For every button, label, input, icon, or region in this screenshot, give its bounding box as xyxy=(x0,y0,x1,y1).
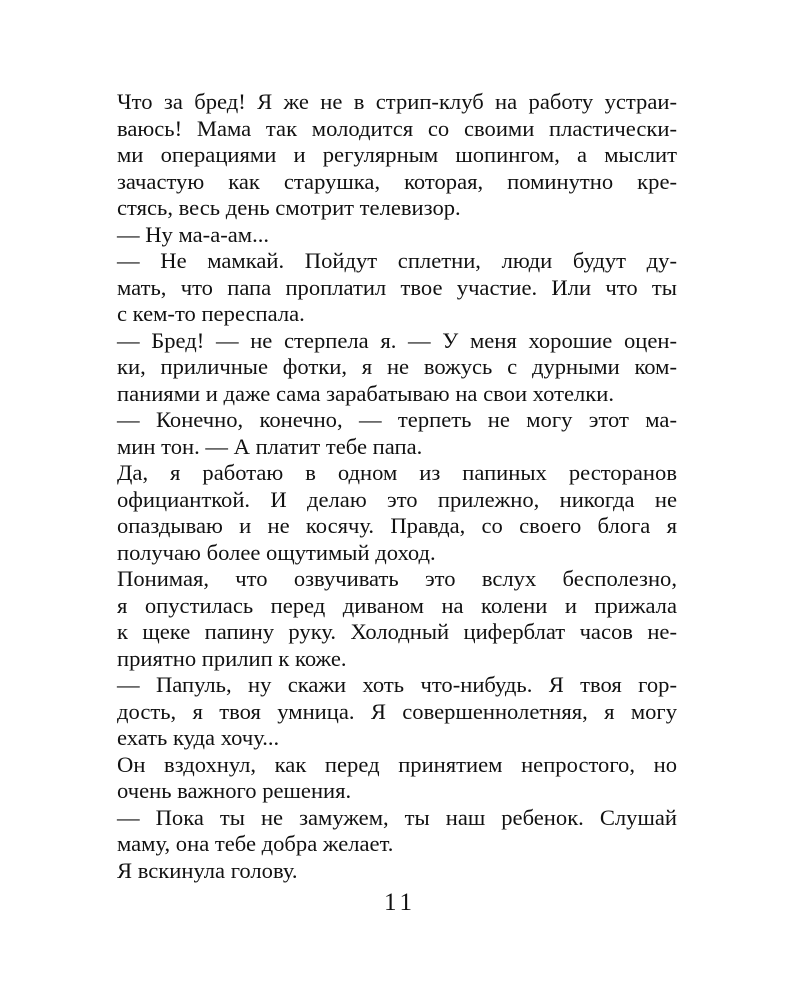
page-number: 11 xyxy=(383,889,417,916)
text-line: с кем-то переспала. xyxy=(117,301,305,326)
text-line: очень важного решения. xyxy=(117,778,352,803)
text-line: Я вскинула голову. xyxy=(117,857,298,883)
text-line: — Конечно, конечно, — терпеть не могу этот ма- xyxy=(117,407,677,432)
text-line: — Бред! — не стерпела я. — У меня хорошие оцен- xyxy=(117,327,677,353)
text-line: — Пока ты не замужем, ты наш ребенок. Слушай xyxy=(117,804,677,830)
text-line: — Ну ма-а-ам... xyxy=(117,221,270,247)
text-line: опаздываю и не косячу. Правда, со своего блога я xyxy=(117,513,677,538)
text-line: Он вздохнул, как перед принятием непростого, но xyxy=(117,751,677,777)
body-text xyxy=(117,89,677,884)
text-line: я опустилась перед диваном на колени и прижала xyxy=(117,592,677,618)
text-line: получаю более ощутимый доход. xyxy=(117,539,436,565)
text-line: стясь, весь день смотрит телевизор. xyxy=(117,195,461,220)
text-line: к щеке папину руку. Холодный циферблат часов не- xyxy=(117,619,677,644)
text-line: ки, приличные фотки, я не вожусь с дурными ком- xyxy=(117,354,677,379)
text-line: официанткой. И делаю это прилежно, никогда не xyxy=(117,486,677,512)
text-line: паниями и даже сама зарабатываю на свои хотелки. xyxy=(117,380,615,406)
text-line: маму, она тебе добра желает. xyxy=(117,831,394,856)
text-line: мать, что папа проплатил твое участие. Или что ты xyxy=(117,274,677,300)
text-line: ми операциями и регулярным шопингом, а мыслит xyxy=(117,142,677,167)
text-line: мин тон. — А платит тебе папа. xyxy=(117,433,423,459)
text-line: Что за бред! Я же не в стрип-клуб на работу устраи- xyxy=(117,89,677,114)
text-line: дость, я твоя умница. Я совершеннолетняя, я могу xyxy=(117,698,677,724)
text-line: ехать куда хочу... xyxy=(117,725,280,750)
text-line: — Папуль, ну скажи хоть что-нибудь. Я твоя гор- xyxy=(117,672,677,697)
text-line: Да, я работаю в одном из папиных ресторанов xyxy=(117,460,677,485)
text-line: ваюсь! Мама так молодится со своими пластически- xyxy=(117,115,677,141)
text-line: приятно прилип к коже. xyxy=(117,645,347,671)
text-line: Понимая, что озвучивать это вслух бесполезно, xyxy=(117,566,677,591)
text-line: — Не мамкай. Пойдут сплетни, люди будут ду- xyxy=(117,248,677,273)
text-line: зачастую как старушка, которая, поминутно кре- xyxy=(117,168,677,194)
